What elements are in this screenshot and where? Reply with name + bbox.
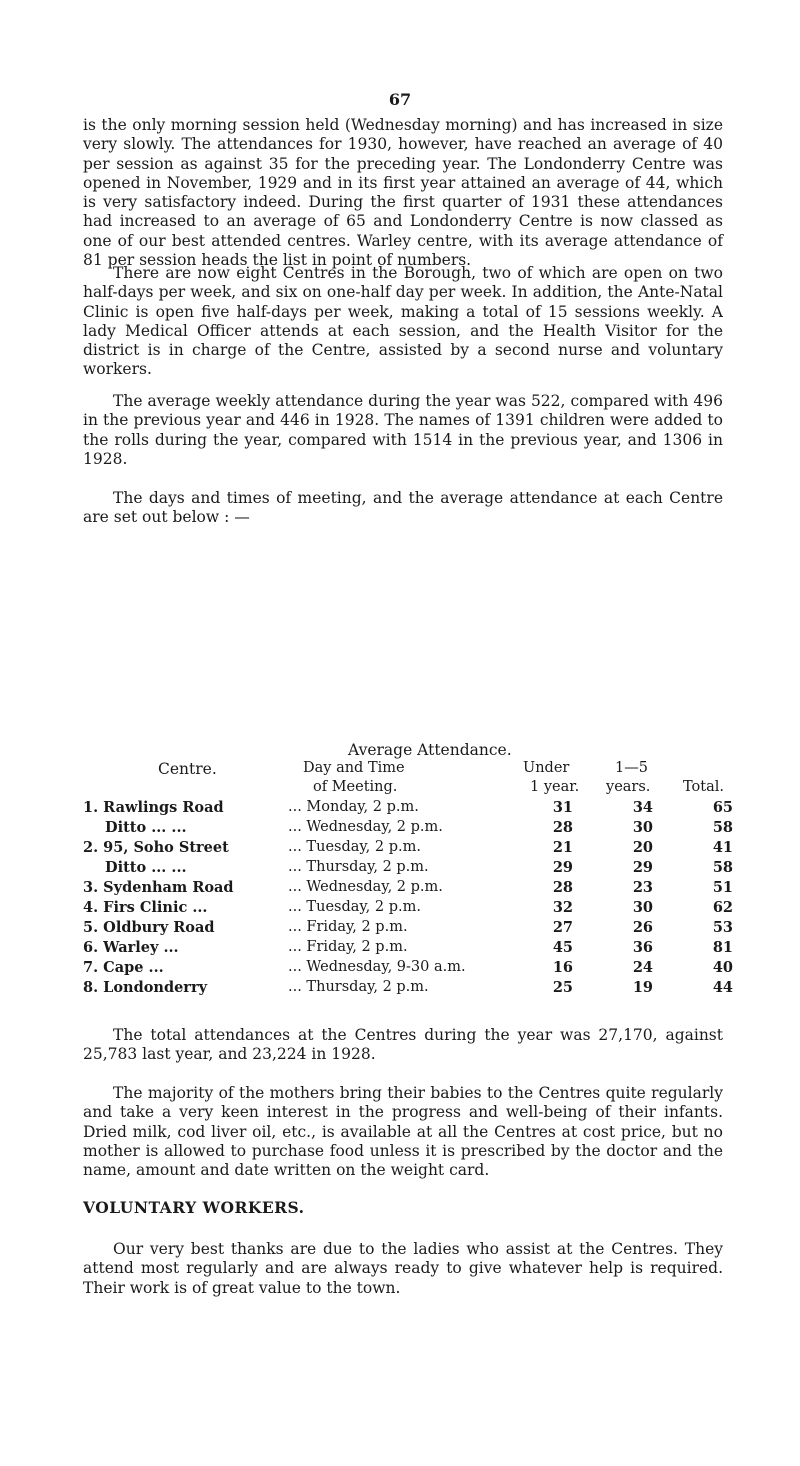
col-header-under-2: 1 year. [530,779,580,795]
cell-years-1-5: 26 [632,919,653,936]
cell-total: 58 [712,859,733,876]
cell-day: ... Wednesday, 9-30 a.m. [288,959,466,975]
table-row [83,979,743,998]
cell-centre: 7. Cape ... [83,959,164,976]
col-header-under-1: Under [523,760,570,776]
paragraph-7-text: Our very best thanks are due to the ladies who assist at the Centres. They attend most regularly and are always ready to give whatever help is required. Their work is of great value to the town. [83,1240,723,1297]
cell-total: 58 [712,819,733,836]
cell-under-1: 29 [552,859,573,876]
cell-under-1: 27 [552,919,573,936]
cell-total: 44 [712,979,733,996]
cell-under-1: 31 [552,799,573,816]
cell-total: 51 [712,879,733,896]
cell-centre: 3. Sydenham Road [83,879,234,896]
cell-years-1-5: 29 [632,859,653,876]
col-header-day-2: of Meeting. [313,779,398,795]
cell-under-1: 25 [552,979,573,996]
table-row [83,839,743,858]
cell-years-1-5: 23 [632,879,653,896]
paragraph-5-text: The total attendances at the Centres during the year was 27,170, against 25,783 last year, and 23,224 in 1928. [83,1026,723,1064]
col-header-years-2: years. [606,779,651,795]
col-header-centre: Centre. [158,760,217,778]
cell-centre: 1. Rawlings Road [83,799,224,816]
cell-centre: 5. Oldbury Road [83,919,215,936]
cell-day: ... Thursday, 2 p.m. [288,859,429,875]
paragraph-6 [83,1084,723,1180]
table-row [83,959,743,978]
paragraph-4 [83,489,723,528]
cell-day: ... Friday, 2 p.m. [288,919,408,935]
cell-centre: 8. Londonderry [83,979,208,996]
paragraph-1 [83,116,723,270]
table-row [83,899,743,918]
cell-centre: 2. 95, Soho Street [83,839,229,856]
cell-under-1: 28 [552,879,573,896]
paragraph-1-text: is the only morning session held (Wednesday morning) and has increased in size very slowly. The attendances for 1930, however, have reached an average of 40 per session as against 35 for the preceding year. The Londonderry Centre was opened in November, 1929 and in its first year attained an average of 44, which is very satisfactory indeed. During the first quarter of 1931 these attendances had increased to an average of 65 and Londonderry Centre is now classed as one of our best attended centres. Warley centre, with its average attendance of 81 per session heads the list in point of numbers. [83,116,723,270]
table-row [83,819,743,838]
cell-under-1: 28 [552,819,573,836]
cell-years-1-5: 24 [632,959,653,976]
paragraph-2 [83,264,723,380]
cell-total: 40 [712,959,733,976]
table-row [83,939,743,958]
cell-years-1-5: 30 [632,899,653,916]
cell-years-1-5: 34 [632,799,653,816]
cell-under-1: 16 [552,959,573,976]
cell-day: ... Wednesday, 2 p.m. [288,879,443,895]
cell-centre: 6. Warley ... [83,939,179,956]
paragraph-7 [83,1240,723,1298]
paragraph-5 [83,1026,723,1065]
paragraph-3-text: The average weekly attendance during the year was 522, compared with 496 in the previous year and 446 in 1928. The names of 1391 children were added to the rolls during the year, compared with 1514 in the previous year, and 1306 in 1928. [83,392,723,468]
cell-day: ... Thursday, 2 p.m. [288,979,429,995]
table-row [83,919,743,938]
cell-day: ... Tuesday, 2 p.m. [288,899,421,915]
paragraph-2-text: There are now eight Centres in the Borough, two of which are open on two half-days per week, and six on one-half day per week. In addition, the Ante-Natal Clinic is open five half-days per week, making a total of 15 sessions weekly. A lady Medical Officer attends at each session, and the Health Visitor for the district is in charge of the Centre, assisted by a second nurse and voluntary workers. [83,264,723,379]
cell-day: ... Monday, 2 p.m. [288,799,419,815]
cell-day: ... Wednesday, 2 p.m. [288,819,443,835]
table-row [83,799,743,818]
cell-day: ... Friday, 2 p.m. [288,939,408,955]
cell-centre: 4. Firs Clinic ... [83,899,208,916]
table-row [83,859,743,878]
cell-total: 41 [712,839,733,856]
cell-centre: Ditto ... ... [105,819,187,836]
paragraph-6-text: The majority of the mothers bring their babies to the Centres quite regularly and take a very keen interest in the progress and well-being of their infants. Dried milk, cod liver oil, etc., is available at all the Centres at cost price, but no mother is allowed to purchase food unless it is prescribed by the doctor and the name, amount and date written on the weight card. [83,1084,723,1180]
cell-under-1: 21 [552,839,573,856]
page-number: 67 [388,90,412,109]
cell-years-1-5: 19 [632,979,653,996]
group-header: Average Attendance. [348,741,512,759]
cell-day: ... Tuesday, 2 p.m. [288,839,421,855]
cell-under-1: 45 [552,939,573,956]
cell-years-1-5: 30 [632,819,653,836]
cell-years-1-5: 20 [632,839,653,856]
col-header-total: Total. [683,779,724,795]
section-heading-voluntary-workers: VOLUNTARY WORKERS. [83,1198,305,1217]
cell-total: 81 [712,939,733,956]
cell-centre: Ditto ... ... [105,859,187,876]
cell-total: 65 [712,799,733,816]
cell-total: 53 [712,919,733,936]
col-header-day-1: Day and Time [303,760,405,776]
table-row [83,879,743,898]
paragraph-4-text: The days and times of meeting, and the average attendance at each Centre are set out below : — [83,489,723,527]
paragraph-3 [83,392,723,469]
cell-total: 62 [712,899,733,916]
col-header-years-1: 1—5 [615,760,648,776]
cell-under-1: 32 [552,899,573,916]
cell-years-1-5: 36 [632,939,653,956]
